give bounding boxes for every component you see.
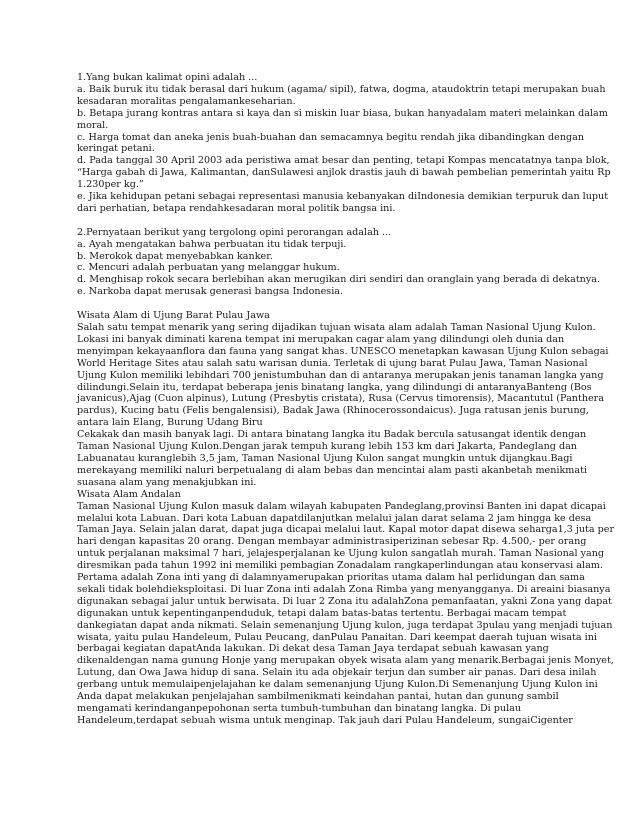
text-line: e. Narkoba dapat merusak generasi bangsa Indonesia. (77, 286, 344, 298)
text-line: digunakan sebagai jalur untuk berwisata. Di luar 2 Zona itu adalahZona pemanfaatan, yakni Zona yang dapat (77, 595, 612, 607)
text-line: wisata, yaitu pulau Handeleum, Pulau Peucang, danPulau Panaitan. Dari keempat daerah tujuan wisata ini (77, 631, 597, 643)
text-line: 1.Yang bukan kalimat opini adalah ... (77, 72, 258, 83)
text-line: Pertama adalah Zona inti yang di dalamnyamerupakan prioritas utama dalam hal perlidungan dan sama (77, 572, 585, 584)
text-line: d. Menghisap rokok secara berlebihan akan merugikan diri sendiri dan oranglain yang berada di dekatnya. (77, 274, 601, 286)
text-line: sekali tidak bolehdieksploitasi. Di luar Zona inti adalah Zona Rimba yang menyangganya. Di areaini biasanya (77, 583, 611, 595)
text-line: menyimpan kekayaanflora dan fauna yang sangat khas. UNESCO menetapkan kawasan Ujung Kulon sebagai (77, 345, 609, 357)
text-line: Labuanatau kuranglebih 3,5 jam, Taman Nasional Ujung Kulon sangat mungkin untuk dijangkau.Bagi (77, 452, 573, 464)
text-line: dilindungi.Selain itu, terdapat beberapa jenis binatang langka, yang dilindungi di antaranyaBanteng (Bos (77, 381, 592, 393)
text-line: “Harga gabah di Jawa, Kalimantan, danSulawesi anjlok drastis jauh di bawah pembelian pemerintah yaitu Rp (77, 167, 611, 179)
text-line: Cekakak dan masih banyak lagi. Di antara binatang langka itu Badak bercula satusangat identik dengan (77, 429, 587, 441)
text-line: Handeleum,terdapat sebuah wisma untuk menginap. Tak jauh dari Pulau Handeleum, sungaiCigenter (77, 714, 573, 726)
text-line: 1.230per kg.” (77, 179, 144, 191)
text-line: dikenaldengan nama gunung Honje yang merupakan obyek wisata alam yang menarik.Berbagai jenis Monyet, (77, 655, 614, 667)
text-line: antara lain Elang, Burung Udang Biru (77, 417, 263, 429)
text-line: Wisata Alam di Ujung Barat Pulau Jawa (77, 310, 270, 322)
text-line: berbagai kegiatan dapatAnda lakukan. Di dekat desa Taman Jaya terdapat sebuah kawasan yang (77, 643, 549, 655)
text-line: Taman Nasional Ujung Kulon.Dengan jarak tempuh kurang lebih 153 km dari Jakarta, Pandeglang dan (77, 441, 577, 453)
text-line: Wisata Alam Andalan (77, 488, 181, 500)
text-line: Salah satu tempat menarik yang sering dijadikan tujuan wisata alam adalah Taman Nasional Ujung Kulon. (77, 322, 596, 333)
text-line: diresmikan pada tahun 1992 ini memiliki pembagian Zonadalam rangkaperlindungan atau konservasi alam. (77, 560, 603, 572)
text-line: Taman Jaya. Selain jalan darat, dapat juga dicapai melalui laut. Kapal motor dapat disewa seharga1,3 juta per (77, 524, 615, 536)
text-line: javanicus),Ajag (Cuon alpinus), Lutung (Presbytis cristata), Rusa (Cervus timorensis), Macantutul (Panthera (77, 393, 604, 405)
text-line: dankegiatan dapat anda nikmati. Selain semenanjung Ujung kulon, juga terdapat 3pulau yang menjadi tujuan (77, 619, 613, 631)
text-line: melalui kota Labuan. Dari kota Labuan dapatdilanjutkan melalui jalan darat selama 2 jam hingga ke desa (77, 512, 592, 524)
article-text (77, 310, 615, 727)
text-line: kesadaran moralitas pengalamankeseharian. (77, 95, 296, 107)
text-line: c. Harga tomat dan aneka jenis buah-buahan dan semacamnya begitu rendah jika dibandingkan dengan (77, 131, 585, 143)
text-line: b. Merokok dapat menyebabkan kanker. (77, 250, 273, 262)
text-line: Lutung, dan Owa Jawa hidup di sana. Selain itu ada objekair terjun dan sumber air panas. Dari desa inilah (77, 667, 597, 679)
document-page (77, 72, 615, 727)
text-line: e. Jika kehidupan petani sebagai representasi manusia kebanyakan diIndonesia demikian terpuruk dan luput (77, 191, 609, 203)
question-2 (77, 226, 601, 298)
text-line: keringat petani. (77, 143, 155, 155)
text-line: digunakan untuk kepentinganpenduduk, tetapi dalam batas-batas tertentu. Berbagai macam tempat (77, 607, 567, 619)
text-line: moral. (77, 119, 109, 131)
text-line: mengamati kerindanganpepohonan serta tumbuh-tumbuhan dan binatang langka. Di pulau (77, 703, 522, 714)
text-line: pardus), Kucing batu (Felis bengalensisi), Badak Jawa (Rhinocerossondaicus). Juga ratusan jenis burung, (77, 405, 589, 417)
spacer (77, 298, 577, 310)
text-line: Ujung Kulon memiliki lebihdari 700 jenistumbuhan dan di antaranya merupakan jenis tanaman langka yang (77, 369, 604, 381)
text-line: c. Mencuri adalah perbuatan yang melanggar hukum. (77, 262, 340, 274)
text-line: dari perhatian, betapa rendahkesadaran moral politik bangsa ini. (77, 202, 396, 214)
text-line: hari dengan kapasitas 20 orang. Dengan membayar administrasiperizinan sebesar Rp. 4.500,- per orang (77, 536, 587, 548)
text-line: suasana alam yang menakjubkan ini. (77, 476, 257, 488)
text-line: World Heritage Sites atau salah satu warisan dunia. Terletak di ujung barat Pulau Jawa, Taman Nasional (77, 357, 588, 369)
text-line: d. Pada tanggal 30 April 2003 ada peristiwa amat besar dan penting, tetapi Kompas mencatatnya tanpa blok, (77, 155, 610, 167)
question-1 (77, 72, 611, 215)
text-line: 2.Pernyataan berikut yang tergolong opini perorangan adalah ... (77, 226, 392, 238)
text-line: merekayang memiliki naluri berpetualang di alam bebas dan mencintai alam pasti akanbetah menikmati (77, 464, 588, 476)
text-line: b. Betapa jurang kontras antara si kaya dan si miskin luar biasa, bukan hanyadalam materi melainkan dalam (77, 107, 608, 119)
text-line: Anda dapat melakukan penjelajahan sambilmenikmati keindahan pantai, hutan dan gunung sambil (77, 691, 559, 703)
text-line: untuk perjalanan maksimal 7 hari, jelajesperjalanan ke Ujung kulon sangatlah murah. Taman Nasional yang (77, 548, 605, 560)
text-line: gerbang untuk memulaipenjelajahan ke dalam semenanjung Ujung Kulon.Di Semenanjung Ujung Kulon ini (77, 679, 598, 691)
text-line: a. Baik buruk itu tidak berasal dari hukum (agama/ sipil), fatwa, dogma, ataudoktrin tetapi merupakan buah (77, 83, 606, 95)
spacer (77, 215, 577, 227)
text-line: a. Ayah mengatakan bahwa perbuatan itu tidak terpuji. (77, 238, 347, 250)
text-line: Taman Nasional Ujung Kulon masuk dalam wilayah kabupaten Pandeglang,provinsi Banten ini dapat dicapai (77, 500, 606, 512)
text-line: Lokasi ini banyak diminati karena tempat ini merupakan cagar alam yang dilindungi oleh dunia dan (77, 333, 565, 345)
